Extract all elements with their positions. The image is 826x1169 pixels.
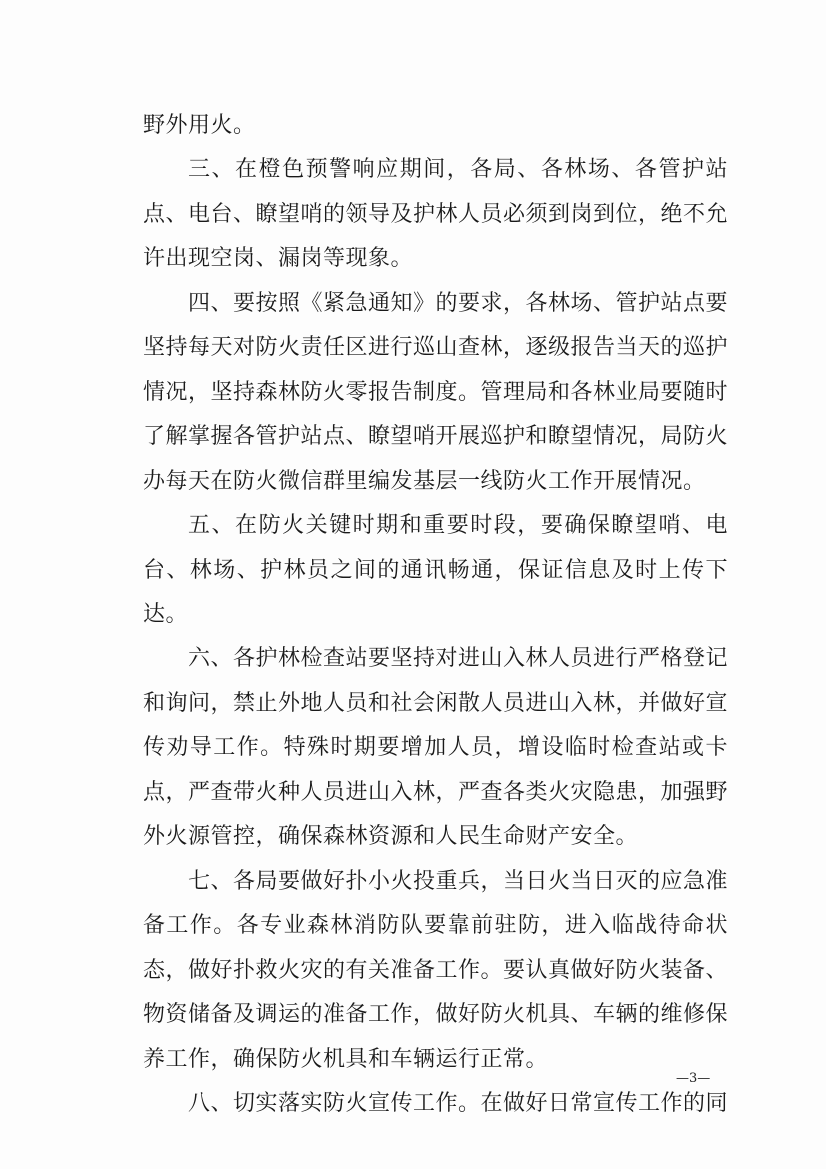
paragraph-item-7: 七、各局要做好扑小火投重兵，当日火当日灭的应急准备工作。各专业森林消防队要靠前驻防，进入临战待命状态，做好扑救火灾的有关准备工作。要认真做好防火装备、物资储备及调运的准备工作，做好防火机具、车辆的维修保养工作，确保防火机具和车辆运行正常。	[143, 868, 729, 1072]
document-body	[143, 104, 728, 1126]
paragraph-item-3: 三、在橙色预警响应期间，各局、各林场、各管护站点、电台、瞭望哨的领导及护林人员必须到岗到位，绝不允许出现空岗、漏岗等现象。	[143, 157, 729, 272]
paragraph-item-6: 六、各护林检查站要坚持对进山入林人员进行严格登记和询问，禁止外地人员和社会闲散人员进山入林，并做好宣传劝导工作。特殊时期要增加人员，增设临时检查站或卡点，严查带火种人员进山入林，严查各类火灾隐患，加强野外火源管控，确保森林资源和人民生命财产安全。	[143, 646, 729, 850]
paragraph-item-4: 四、要按照《紧急通知》的要求，各林场、管护站点要坚持每天对防火责任区进行巡山查林，逐级报告当天的巡护情况，坚持森林防火零报告制度。管理局和各林业局要随时了解掌握各管护站点、瞭望哨开展巡护和瞭望情况，局防火办每天在防火微信群里编发基层一线防火工作开展情况。	[143, 290, 729, 494]
paragraph-continuation: 野外用火。	[143, 113, 256, 138]
paragraph-item-8: 八、切实落实防火宣传工作。在做好日常宣传工作的同	[188, 1090, 729, 1116]
paragraph-item-5: 五、在防火关键时期和重要时段，要确保瞭望哨、电台、林场、护林员之间的通讯畅通，保证信息及时上传下达。	[143, 513, 728, 627]
page-number: —3—	[676, 1071, 711, 1086]
